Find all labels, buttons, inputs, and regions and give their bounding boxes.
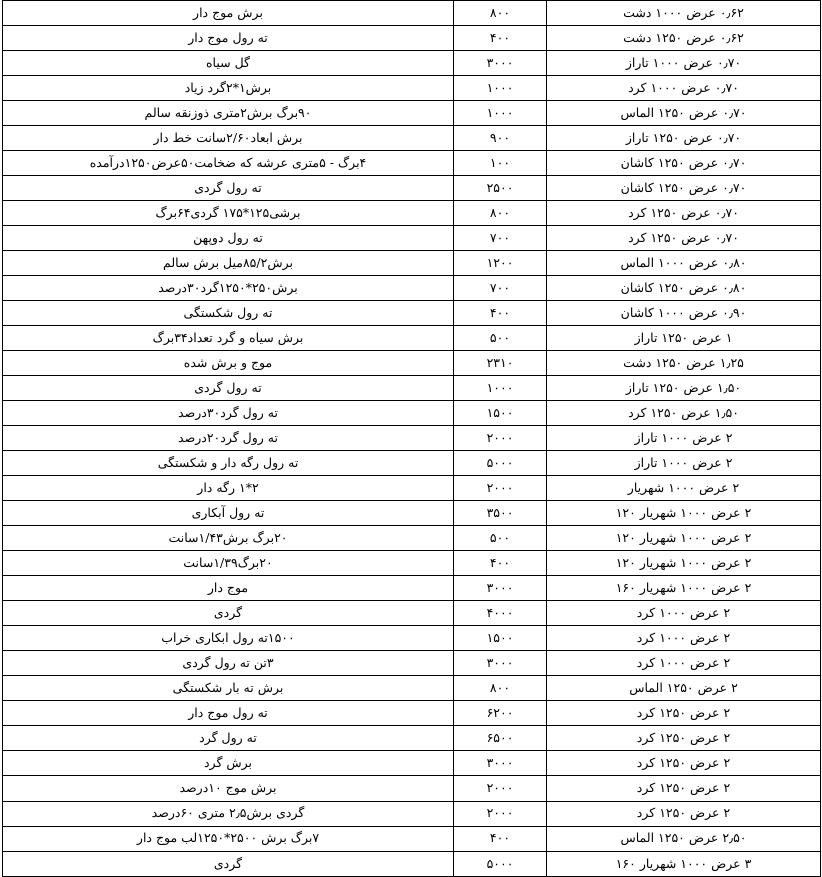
table-row xyxy=(3,751,821,776)
quantity-cell: ۶۲۰۰ xyxy=(454,701,547,726)
size-cell: ۲ عرض ۱۰۰۰ شهریار ۱۲۰ xyxy=(547,551,821,576)
description-cell: ۴برگ - ۵متری عرشه که ضخامت۵۰عرض۱۲۵۰درآمده xyxy=(3,151,454,176)
description-cell: گردی برش۲٫۵ متری ۶۰درصد xyxy=(3,801,454,826)
quantity-cell: ۵۰۰ xyxy=(454,326,547,351)
quantity-cell: ۲۰۰۰ xyxy=(454,476,547,501)
size-cell: ۱ عرض ۱۲۵۰ تاراز xyxy=(547,326,821,351)
quantity-cell: ۵۰۰۰ xyxy=(454,451,547,476)
size-cell: ۰٫۷۰ عرض ۱۲۵۰ کرد xyxy=(547,201,821,226)
table-row xyxy=(3,601,821,626)
quantity-cell: ۲۰۰۰ xyxy=(454,426,547,451)
quantity-cell: ۵۰۰ xyxy=(454,526,547,551)
description-cell: ته رول موج دار xyxy=(3,701,454,726)
table-row xyxy=(3,801,821,826)
table-row xyxy=(3,501,821,526)
quantity-cell: ۴۰۰۰ xyxy=(454,601,547,626)
description-cell: ۷برگ برش ۲۵۰۰*۱۲۵۰لب موج دار xyxy=(3,826,454,851)
quantity-cell: ۱۲۰۰ xyxy=(454,251,547,276)
table-row xyxy=(3,101,821,126)
size-cell: ۲ عرض ۱۰۰۰ شهریار ۱۲۰ xyxy=(547,501,821,526)
size-cell: ۲ عرض ۱۰۰۰ تاراز xyxy=(547,451,821,476)
size-cell: ۲٫۵۰ عرض ۱۲۵۰ الماس xyxy=(547,826,821,851)
quantity-cell: ۴۰۰ xyxy=(454,301,547,326)
quantity-cell: ۱۰۰۰ xyxy=(454,101,547,126)
table-row xyxy=(3,426,821,451)
quantity-cell: ۳۵۰۰ xyxy=(454,501,547,526)
description-cell: ۲۰برگ برش۱/۴۳سانت xyxy=(3,526,454,551)
size-cell: ۰٫۹۰ عرض ۱۰۰۰ کاشان xyxy=(547,301,821,326)
size-cell: ۲ عرض ۱۰۰۰ کرد xyxy=(547,651,821,676)
description-cell: برش موج دار xyxy=(3,1,454,26)
table-row xyxy=(3,401,821,426)
description-cell: برشی۱۲۵*۱۷۵ گردی۶۴برگ xyxy=(3,201,454,226)
table-body xyxy=(3,1,821,877)
table-row xyxy=(3,651,821,676)
table-row xyxy=(3,126,821,151)
size-cell: ۰٫۷۰ عرض ۱۲۵۰ کرد xyxy=(547,226,821,251)
description-cell: برش ابعاد۲/۶۰سانت خط دار xyxy=(3,126,454,151)
size-cell: ۰٫۷۰ عرض ۱۰۰۰ کرد xyxy=(547,76,821,101)
size-cell: ۰٫۷۰ عرض ۱۲۵۰ تاراز xyxy=(547,126,821,151)
quantity-cell: ۲۰۰۰ xyxy=(454,801,547,826)
description-cell: گل سیاه xyxy=(3,51,454,76)
size-cell: ۲ عرض ۱۰۰۰ شهریار ۱۶۰ xyxy=(547,576,821,601)
size-cell: ۰٫۷۰ عرض ۱۲۵۰ الماس xyxy=(547,101,821,126)
quantity-cell: ۸۰۰ xyxy=(454,1,547,26)
quantity-cell: ۱۰۰۰ xyxy=(454,76,547,101)
size-cell: ۲ عرض ۱۰۰۰ شهریار xyxy=(547,476,821,501)
description-cell: برش۱*۲گرد زیاد xyxy=(3,76,454,101)
description-cell: ته رول شکستگی xyxy=(3,301,454,326)
quantity-cell: ۴۰۰ xyxy=(454,826,547,851)
size-cell: ۲ عرض ۱۲۵۰ کرد xyxy=(547,701,821,726)
table-row xyxy=(3,301,821,326)
description-cell: برش۲۵۰*۱۲۵۰گرد۳۰درصد xyxy=(3,276,454,301)
quantity-cell: ۹۰۰ xyxy=(454,126,547,151)
description-cell: ۹۰برگ برش۲متری ذوزنقه سالم xyxy=(3,101,454,126)
description-cell: گردی xyxy=(3,601,454,626)
description-cell: ته رول گرد۳۰درصد xyxy=(3,401,454,426)
description-cell: ۱۵۰۰ته رول ابکاری خراب xyxy=(3,626,454,651)
quantity-cell: ۲۵۰۰ xyxy=(454,176,547,201)
table-row xyxy=(3,376,821,401)
table-row xyxy=(3,851,821,876)
table-row xyxy=(3,576,821,601)
table-row xyxy=(3,326,821,351)
quantity-cell: ۳۰۰۰ xyxy=(454,751,547,776)
quantity-cell: ۱۰۰۰ xyxy=(454,376,547,401)
table-row xyxy=(3,76,821,101)
description-cell: ۲۰برگ۱/۳۹سانت xyxy=(3,551,454,576)
description-cell: برش ته بار شکستگی xyxy=(3,676,454,701)
description-cell: برش۸۵/۲میل برش سالم xyxy=(3,251,454,276)
description-cell: ته رول گرد۲۰درصد xyxy=(3,426,454,451)
table-row xyxy=(3,1,821,26)
quantity-cell: ۳۰۰۰ xyxy=(454,651,547,676)
quantity-cell: ۱۵۰۰ xyxy=(454,401,547,426)
table-row xyxy=(3,451,821,476)
quantity-cell: ۸۰۰ xyxy=(454,201,547,226)
size-cell: ۰٫۸۰ عرض ۱۲۵۰ کاشان xyxy=(547,276,821,301)
size-cell: ۲ عرض ۱۰۰۰ شهریار ۱۲۰ xyxy=(547,526,821,551)
quantity-cell: ۳۰۰۰ xyxy=(454,51,547,76)
table-row xyxy=(3,201,821,226)
description-cell: برش سیاه و گرد تعداد۳۴برگ xyxy=(3,326,454,351)
size-cell: ۲ عرض ۱۲۵۰ کرد xyxy=(547,751,821,776)
table-row xyxy=(3,626,821,651)
table-row xyxy=(3,276,821,301)
size-cell: ۰٫۶۲ عرض ۱۰۰۰ دشت xyxy=(547,1,821,26)
table-row xyxy=(3,701,821,726)
size-cell: ۱٫۵۰ عرض ۱۲۵۰ تاراز xyxy=(547,376,821,401)
size-cell: ۳ عرض ۱۰۰۰ شهریار ۱۶۰ xyxy=(547,851,821,876)
table-row xyxy=(3,676,821,701)
table-row xyxy=(3,351,821,376)
description-cell: ته رول رگه دار و شکستگی xyxy=(3,451,454,476)
size-cell: ۰٫۷۰ عرض ۱۰۰۰ تاراز xyxy=(547,51,821,76)
description-cell: ته رول دوپهن xyxy=(3,226,454,251)
size-cell: ۲ عرض ۱۰۰۰ کرد xyxy=(547,601,821,626)
quantity-cell: ۸۰۰ xyxy=(454,676,547,701)
description-cell: موج دار xyxy=(3,576,454,601)
size-cell: ۲ عرض ۱۲۵۰ کرد xyxy=(547,726,821,751)
size-cell: ۲ عرض ۱۲۵۰ الماس xyxy=(547,676,821,701)
quantity-cell: ۵۰۰۰ xyxy=(454,851,547,876)
description-cell: ته رول گردی xyxy=(3,176,454,201)
inventory-table xyxy=(2,0,821,877)
table-row xyxy=(3,176,821,201)
description-cell: گردی xyxy=(3,851,454,876)
size-cell: ۱٫۲۵ عرض ۱۲۵۰ دشت xyxy=(547,351,821,376)
size-cell: ۲ عرض ۱۲۵۰ کرد xyxy=(547,776,821,801)
quantity-cell: ۴۰۰ xyxy=(454,551,547,576)
table-row xyxy=(3,226,821,251)
table-row xyxy=(3,251,821,276)
quantity-cell: ۲۳۱۰ xyxy=(454,351,547,376)
quantity-cell: ۴۰۰ xyxy=(454,26,547,51)
quantity-cell: ۷۰۰ xyxy=(454,276,547,301)
size-cell: ۲ عرض ۱۰۰۰ کرد xyxy=(547,626,821,651)
description-cell: ۲*۱ رگه دار xyxy=(3,476,454,501)
table-row xyxy=(3,776,821,801)
description-cell: ته رول گردی xyxy=(3,376,454,401)
description-cell: ته رول آبکاری xyxy=(3,501,454,526)
quantity-cell: ۱۰۰ xyxy=(454,151,547,176)
size-cell: ۰٫۶۲ عرض ۱۲۵۰ دشت xyxy=(547,26,821,51)
table-row xyxy=(3,826,821,851)
quantity-cell: ۷۰۰ xyxy=(454,226,547,251)
table-row xyxy=(3,476,821,501)
quantity-cell: ۶۵۰۰ xyxy=(454,726,547,751)
table-row xyxy=(3,51,821,76)
size-cell: ۱٫۵۰ عرض ۱۲۵۰ کرد xyxy=(547,401,821,426)
description-cell: برش گرد xyxy=(3,751,454,776)
size-cell: ۰٫۸۰ عرض ۱۰۰۰ الماس xyxy=(547,251,821,276)
quantity-cell: ۳۰۰۰ xyxy=(454,576,547,601)
size-cell: ۲ عرض ۱۰۰۰ تاراز xyxy=(547,426,821,451)
table-row xyxy=(3,526,821,551)
description-cell: ته رول موج دار xyxy=(3,26,454,51)
size-cell: ۲ عرض ۱۲۵۰ کرد xyxy=(547,801,821,826)
quantity-cell: ۲۰۰۰ xyxy=(454,776,547,801)
description-cell: ته رول گرد xyxy=(3,726,454,751)
table-row xyxy=(3,151,821,176)
description-cell: ۳تن ته رول گردی xyxy=(3,651,454,676)
quantity-cell: ۱۵۰۰ xyxy=(454,626,547,651)
table-row xyxy=(3,551,821,576)
description-cell: برش موج ۱۰درصد xyxy=(3,776,454,801)
table-row xyxy=(3,26,821,51)
size-cell: ۰٫۷۰ عرض ۱۲۵۰ کاشان xyxy=(547,151,821,176)
size-cell: ۰٫۷۰ عرض ۱۲۵۰ کاشان xyxy=(547,176,821,201)
table-row xyxy=(3,726,821,751)
description-cell: موج و برش شده xyxy=(3,351,454,376)
